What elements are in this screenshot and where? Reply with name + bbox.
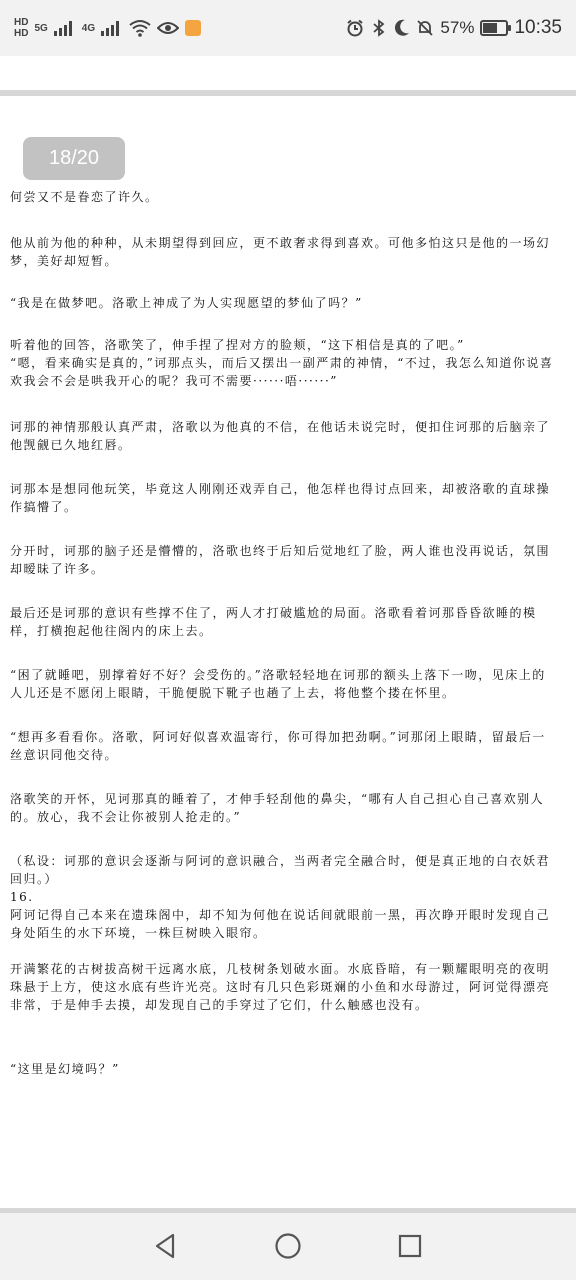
alarm-clock-icon [346,19,364,37]
paragraph: “我是在做梦吧。洛歌上神成了为人实现愿望的梦仙了吗？” [10,296,363,310]
page-indicator: 18/20 [23,137,125,180]
paragraph: 分开时，诃那的脑子还是懵懵的，洛歌也终于后知后觉地红了脸，两人谁也没再说话，氛围却暧昧了许多。 [10,544,551,576]
paragraph: “困了就睡吧，别撑着好不好？会受伤的。”洛歌轻轻地在诃那的额头上落下一吻，见床上的人儿还是不愿闭上眼睛，干脆便脱下靴子也趟了上去，将他整个搂在怀里。 [10,668,546,700]
paragraph: 开满繁花的古树拔高树干远离水底，几枝树条划破水面。水底昏暗，有一颗耀眼明亮的夜明珠悬于上方，使这水底有些许光亮。这时有几只色彩斑斓的小鱼和水母游过，阿诃觉得漂亮非常，于是伸手去摸，却发现自己的手穿过了它们，什么触感也没有。 [10,962,551,1012]
wifi-icon [129,19,151,37]
status-right [346,17,562,39]
sim1-label: HD [14,17,29,28]
moon-icon [394,19,410,37]
paragraph: 诃那的神情那般认真严肃，洛歌以为他真的不信，在他话未说完时，便扣住诃那的后脑亲了他觊觎已久地红唇。 [10,420,551,452]
clock-time: 10:35 [514,17,562,38]
paragraph: 他从前为他的种种，从未期望得到回应，更不敢奢求得到喜欢。可他多怕这只是他的一场幻梦，美好却短暂。 [10,236,551,268]
network-4g-label: 4G [81,22,96,34]
recents-square-icon[interactable] [395,1231,425,1261]
eye-icon [157,21,179,35]
toolbar-area [0,56,576,90]
status-bar [0,0,576,56]
paragraph: 诃那本是想同他玩笑，毕竟这人刚刚还戏弄自己，他怎样也得讨点回来，却被洛歌的直球操作搞懵了。 [10,482,551,514]
signal-bars-icon [54,20,76,36]
paragraph: 听着他的回答，洛歌笑了，伸手捏了捏对方的脸颊，“这下相信是真的了吧。” “嗯，看来确实是真的，”诃那点头，而后又摆出一副严肃的神情，“不过，我怎么知道你说喜欢我会不会是哄我开心的呢？我可不需要······唔······” [10,338,554,388]
sim2-label: HD [14,28,29,39]
paragraph: 洛歌笑的开怀，见诃那真的睡着了，才伸手轻刮他的鼻尖，“哪有人自己担心自己喜欢别人的。放心，我不会让你被别人抢走的。” [10,792,545,824]
paragraph: “想再多看看你。洛歌，阿诃好似喜欢温寄行，你可得加把劲啊。”诃那闭上眼睛，留最后一丝意识同他交待。 [10,730,546,762]
back-triangle-icon[interactable] [151,1231,181,1261]
paragraph: 何尝又不是眷恋了许久。 [10,190,159,204]
battery-percent: 57% [440,18,475,37]
sim-signal-icon [14,17,28,39]
battery-icon [480,20,508,36]
bluetooth-vibrate-icon [370,19,388,37]
network-5g-label: 5G [34,22,48,34]
paragraph: “这里是幻境吗？” [10,1062,120,1076]
paragraph: （私设：诃那的意识会逐渐与阿诃的意识融合，当两者完全融合时，便是真正地的白衣妖君回归。） 16. 阿诃记得自己本来在遗珠阁中，却不知为何他在说话间就眼前一黑，再次睁开眼时发现自己身处陌生的水下环境，一株巨树映入眼帘。 [10,854,551,940]
navigation-bar [0,1208,576,1280]
home-circle-icon[interactable] [273,1231,303,1261]
mute-bell-icon [416,19,434,37]
app-notification-icon [185,20,201,36]
header-divider [0,90,576,96]
signal-bars-icon [101,20,123,36]
status-left [14,17,201,39]
paragraph: 最后还是诃那的意识有些撑不住了，两人才打破尴尬的局面。洛歌看着诃那昏昏欲睡的模样，打横抱起他往阁内的床上去。 [10,606,537,638]
